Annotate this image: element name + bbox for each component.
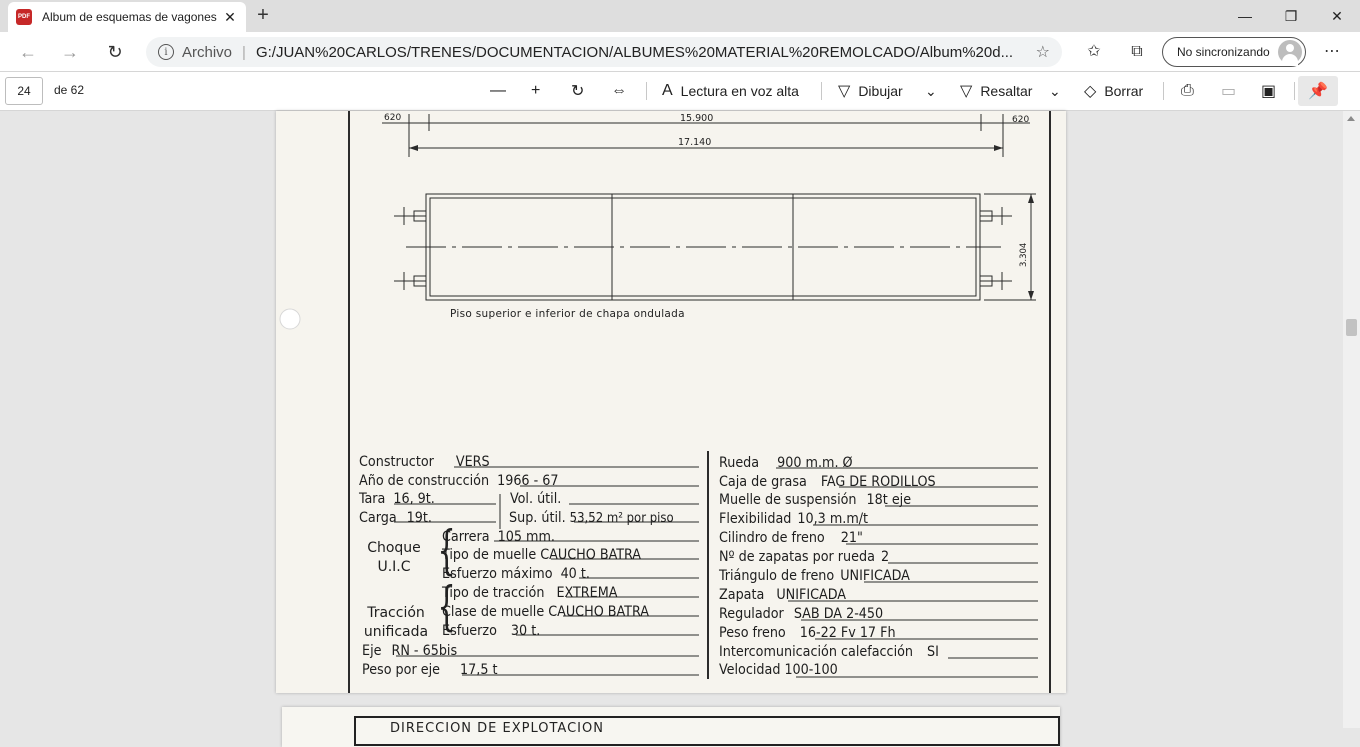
punch-hole	[280, 309, 300, 329]
window-close-button[interactable]: ✕	[1331, 7, 1343, 24]
tab-strip	[0, 0, 1360, 32]
spec-esfuerzo-max: Esfuerzo máximo 40 t.	[442, 566, 590, 582]
zoom-out-button[interactable]	[490, 80, 514, 102]
sync-label: No sincronizando	[1177, 45, 1270, 59]
save-as-icon: ▣	[1261, 83, 1277, 100]
url-box[interactable]	[146, 37, 1062, 67]
avatar	[1278, 40, 1302, 64]
minus-icon: —	[490, 82, 506, 99]
plus-icon: +	[531, 82, 541, 99]
read-aloud-label: Lectura en voz alta	[680, 83, 799, 99]
spec-tipo-traccion: Tipo de tracción EXTREMA	[442, 585, 618, 601]
highlight-icon: ▽	[960, 83, 973, 100]
toolbar-divider	[646, 82, 647, 100]
spec-sup-util: Sup. útil. 53,52 m² por piso	[509, 510, 674, 526]
viewer-scrollbar[interactable]	[1343, 111, 1360, 728]
spec-peso-eje: Peso por eje 17,5 t	[362, 662, 498, 678]
traccion-brace: {	[437, 577, 456, 637]
favorite-star-icon[interactable]: ☆	[1035, 44, 1050, 61]
dim-left-label: 620	[384, 113, 402, 123]
spec-esfuerzo: Esfuerzo 30 t.	[442, 623, 541, 639]
read-aloud-icon: A	[662, 82, 673, 99]
fit-width-icon: ⇔	[611, 82, 627, 99]
chevron-down-icon: ⌄	[925, 82, 937, 99]
scroll-up-icon[interactable]	[1347, 116, 1355, 121]
page-count: de 62	[54, 83, 85, 97]
save-button[interactable]	[1221, 80, 1244, 102]
tab-close-icon[interactable]: ✕	[224, 8, 236, 25]
dim-right-label: 620	[1012, 115, 1030, 125]
chevron-down-icon: ⌄	[1049, 82, 1061, 99]
rotate-icon: ↻	[571, 83, 585, 100]
toolbar-divider	[1163, 82, 1164, 100]
dim-total-label: 17.140	[678, 137, 712, 148]
choque-group-label: Choque U.I.C	[367, 540, 421, 575]
dim-inner-label: 15.900	[680, 113, 714, 124]
url-scheme: Archivo	[182, 43, 233, 61]
highlight-label: Resaltar	[980, 83, 1033, 99]
spec-rueda: Rueda 900 m.m. Ø	[719, 455, 853, 471]
pdf-toolbar	[0, 72, 1360, 111]
erase-button[interactable]	[1084, 80, 1143, 102]
rotate-button[interactable]	[571, 80, 592, 102]
choque-brace: {	[437, 521, 456, 581]
dim-width-label: 3.304	[1019, 242, 1029, 267]
forward-icon[interactable]: →	[61, 42, 79, 62]
url-text[interactable]: G:/JUAN%20CARLOS/TRENES/DOCUMENTACION/ALBUMES%20MATERIAL%20REMOLCADO/Album%20d...	[255, 43, 1014, 61]
fit-page-button[interactable]	[611, 80, 635, 102]
tab-album[interactable]	[8, 2, 246, 32]
spec-vol-util: Vol. útil.	[510, 491, 562, 507]
collections-icon[interactable]: ⧉	[1131, 43, 1143, 60]
spec-muelle-suspension: Muelle de suspensión 18t eje	[719, 492, 912, 508]
spec-flexibilidad: Flexibilidad 10,3 m.m/t	[719, 511, 869, 527]
draw-label: Dibujar	[858, 83, 903, 99]
print-button[interactable]	[1181, 80, 1202, 102]
spec-tara: Tara 16, 9t.	[359, 491, 435, 507]
spec-constructor: Constructor VERS	[359, 454, 490, 470]
eraser-icon: ◇	[1084, 83, 1097, 100]
save-as-button[interactable]	[1261, 80, 1284, 102]
spec-peso-freno: Peso freno 16-22 Fv 17 Fh	[719, 625, 896, 641]
toolbar-divider	[1294, 82, 1295, 100]
favorites-icon[interactable]: ✩	[1087, 43, 1101, 60]
spec-clase-muelle: Clase de muelle CAUCHO BATRA	[442, 604, 649, 620]
pdf-viewer[interactable]	[0, 111, 1343, 736]
url-separator: |	[242, 43, 246, 61]
back-icon[interactable]: ←	[19, 42, 37, 62]
highlight-options-chevron[interactable]	[1049, 80, 1061, 102]
scrollbar-thumb[interactable]	[1346, 319, 1357, 336]
next-page-header: DIRECCION DE EXPLOTACION	[390, 721, 604, 736]
spec-velocidad: Velocidad 100-100	[719, 662, 838, 678]
profile-sync-button[interactable]	[1162, 37, 1306, 67]
spec-carrera: Carrera 105 mm.	[442, 529, 555, 545]
drawing-caption: Piso superior e inferior de chapa ondulada	[450, 308, 685, 320]
spec-zapatas: Nº de zapatas por rueda 2	[719, 549, 890, 565]
spec-caja-grasa: Caja de grasa FAG DE RODILLOS	[719, 474, 936, 490]
spec-anio: Año de construcción 1966 - 67	[359, 473, 559, 489]
pin-icon: 📌	[1308, 83, 1328, 100]
spec-intercomunicacion: Intercomunicación calefacción SI	[719, 644, 939, 660]
settings-more-icon[interactable]: ⋯	[1324, 43, 1340, 60]
traccion-group-label: Tracción unificada	[363, 605, 429, 640]
spec-carga: Carga 19t.	[359, 510, 432, 526]
tab-title: Album de esquemas de vagones	[42, 10, 217, 24]
pdf-file-icon: PDF	[16, 9, 32, 25]
spec-eje: Eje RN - 65bis	[362, 643, 458, 659]
draw-options-chevron[interactable]	[925, 80, 937, 102]
pin-toolbar-button[interactable]	[1298, 76, 1338, 106]
page-number-input[interactable]: 24	[5, 77, 43, 105]
minimize-button[interactable]: —	[1238, 8, 1252, 24]
spec-zapata: Zapata UNIFICADA	[719, 587, 847, 603]
draw-button[interactable]	[838, 80, 903, 102]
save-icon: ▭	[1221, 83, 1237, 100]
toolbar-divider	[821, 82, 822, 100]
site-info-icon[interactable]: i	[158, 44, 174, 60]
read-aloud-button[interactable]	[662, 80, 799, 102]
spec-cilindro: Cilindro de freno 21"	[719, 530, 863, 546]
refresh-icon[interactable]: ↻	[107, 42, 123, 62]
spec-regulador: Regulador SAB DA 2-450	[719, 606, 884, 622]
new-tab-icon[interactable]: +	[257, 4, 269, 26]
spec-tipo-muelle: Tipo de muelle CAUCHO BATRA	[442, 547, 642, 563]
erase-label: Borrar	[1104, 83, 1144, 99]
spec-triangulo: Triángulo de freno UNIFICADA	[719, 568, 910, 584]
draw-pen-icon: ▽	[838, 83, 851, 100]
restore-button[interactable]: ❐	[1284, 7, 1298, 24]
highlight-button[interactable]	[960, 80, 1032, 102]
address-bar	[0, 32, 1360, 72]
print-icon: ⎙	[1181, 82, 1194, 99]
pdf-page	[276, 111, 1066, 693]
zoom-in-button[interactable]	[531, 80, 548, 102]
pdf-next-page	[282, 707, 1060, 747]
